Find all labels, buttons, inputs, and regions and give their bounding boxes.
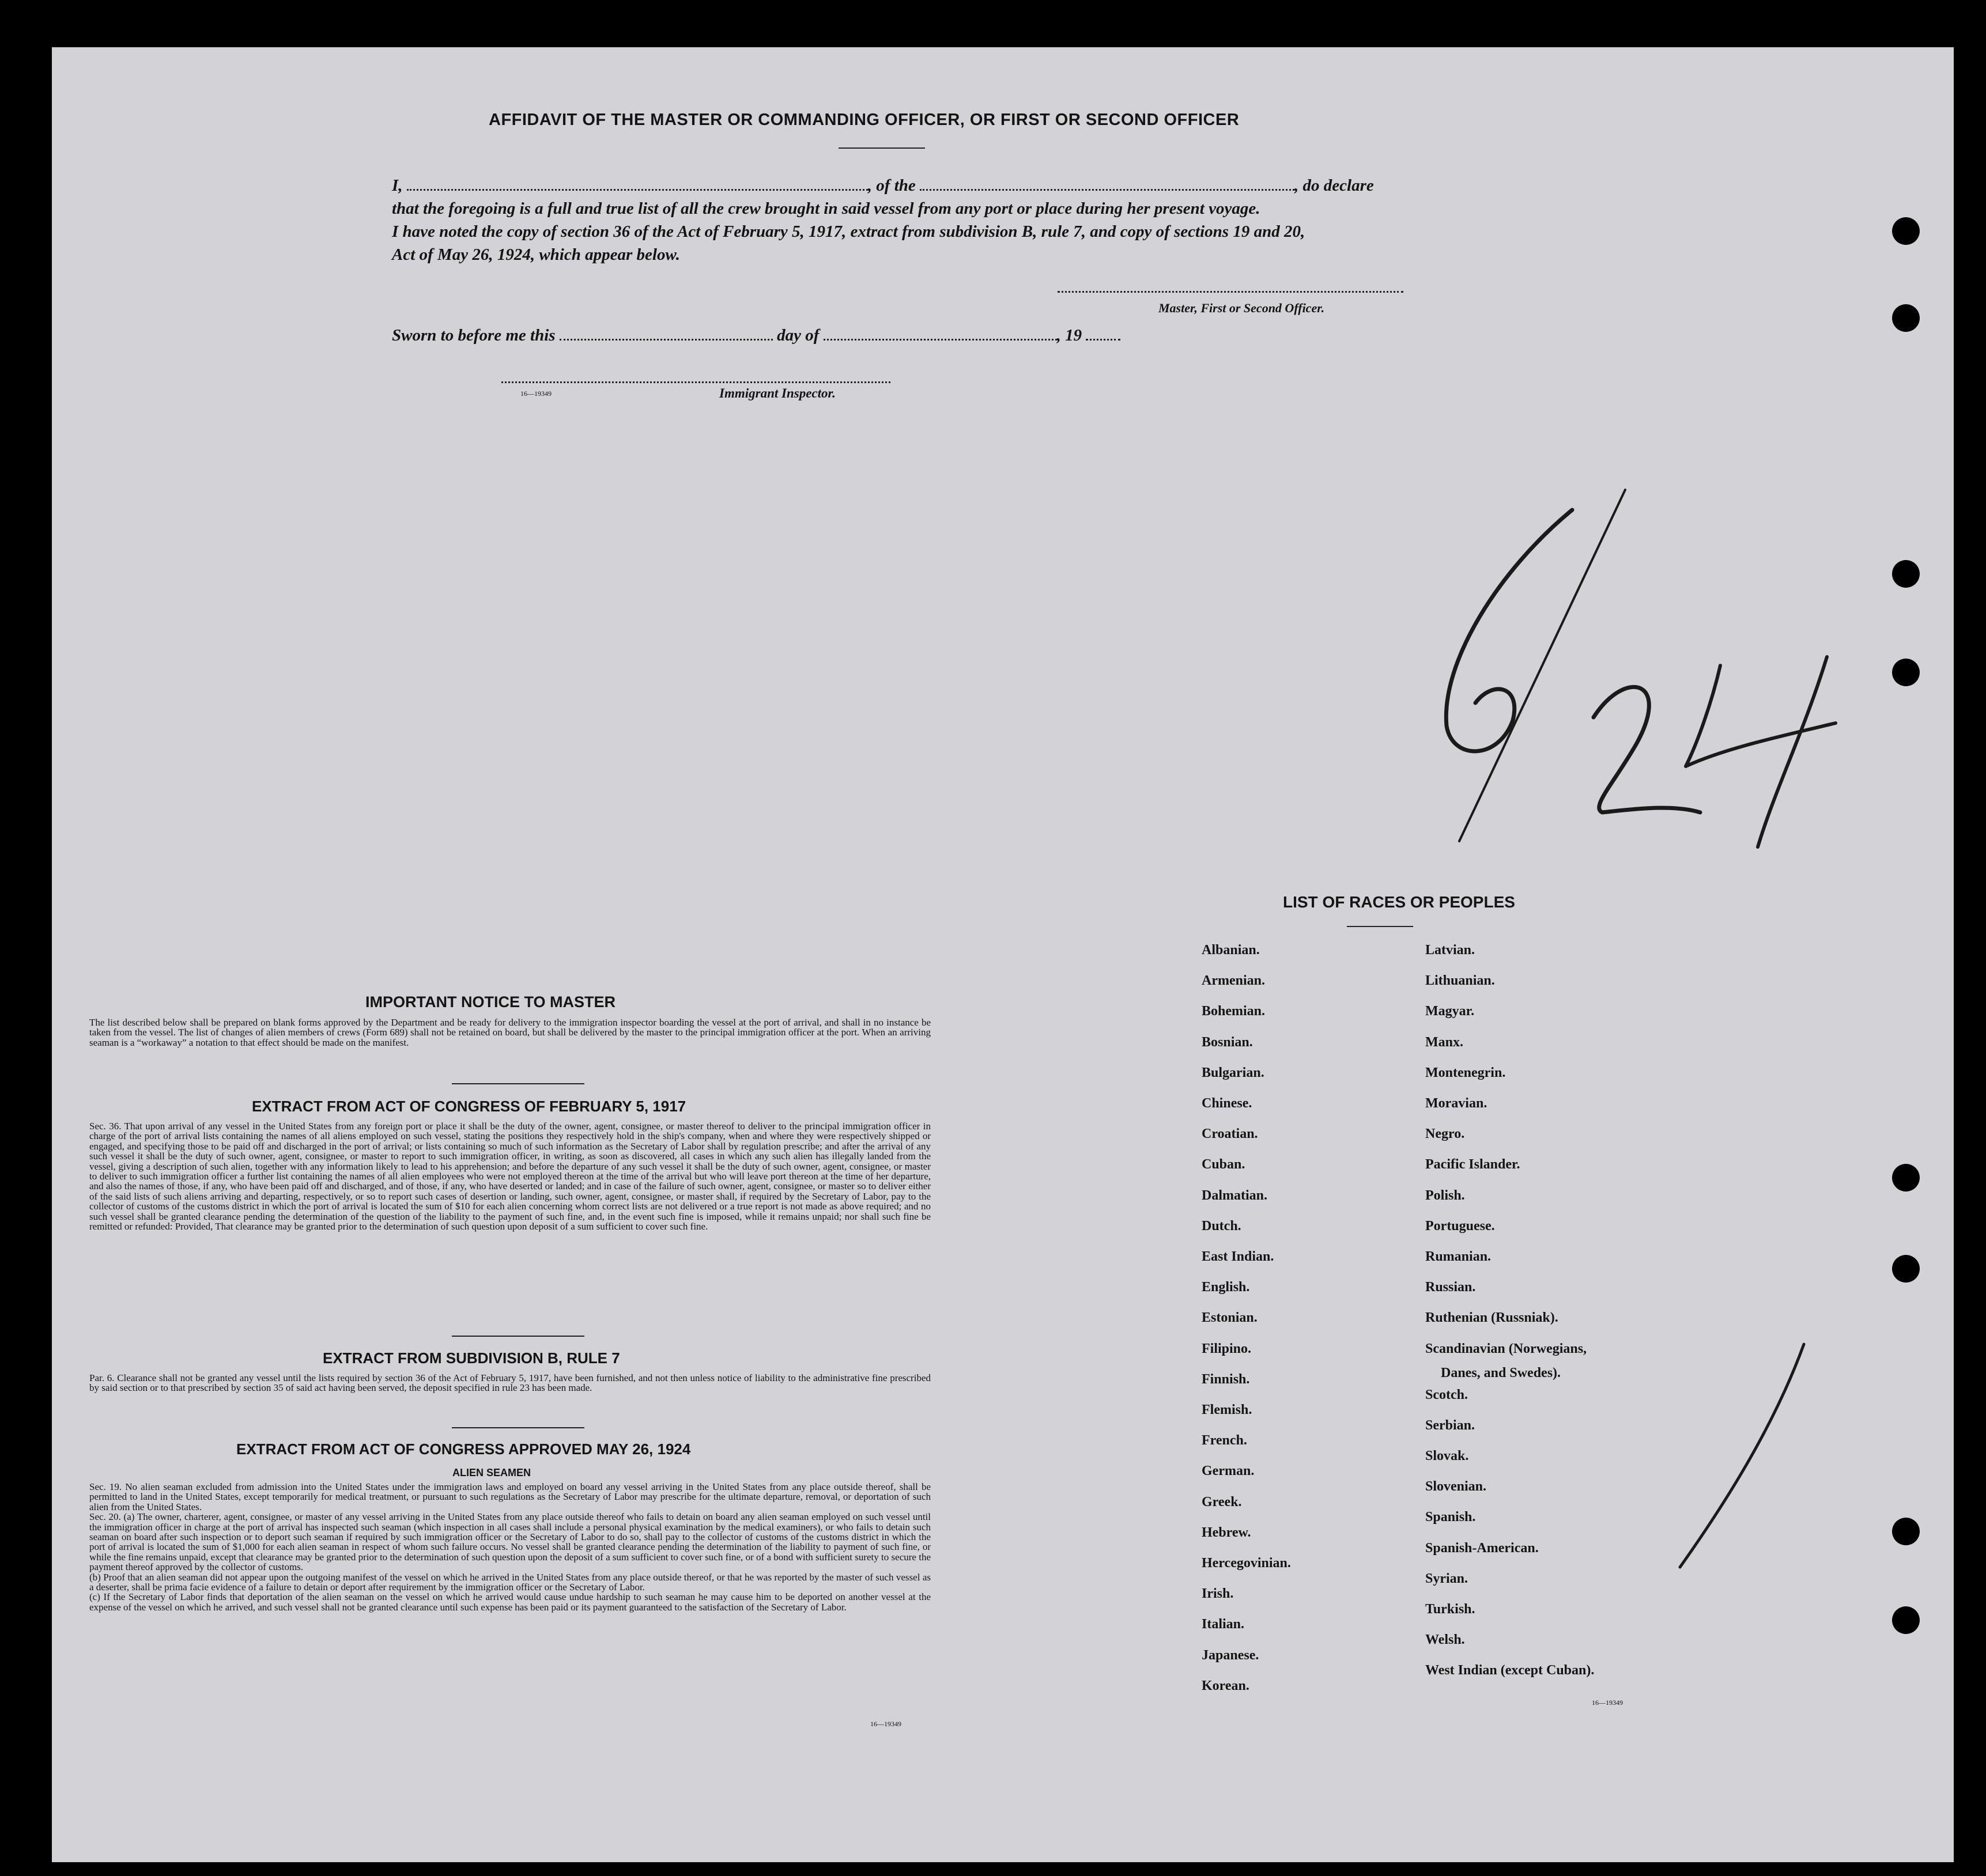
punch-hole [1892, 1255, 1920, 1283]
form-number: 16—19349 [520, 389, 552, 398]
punch-hole [1892, 560, 1920, 588]
race-item: Magyar. [1425, 1004, 1475, 1019]
form-number: 16—19349 [1592, 1699, 1623, 1707]
sec-20a: Sec. 20. (a) The owner, charterer, agent, consignee, or master of any vessel arriving in the United States from any place outside thereof who fails to detain on board any alien seaman employed on such vessel until the immigration officer in charge at the port of arrival has inspected such seaman (which inspection in all cases shall include a personal physical examination by the medical examiners), or who fails to detain such seaman on board after such inspection or to deport such seaman if required by such immigration officer or the Secretary of Labor to do so, shall pay to the collector of customs of the customs district in which the port of arrival is located the sum of $1,000 for each alien seaman in respect of whom such failure occurs. No vessel shall be granted clearance pending the determination of the liability to payment of such fine, or while the fine remains unpaid, except that clearance may be granted prior to the determination of such question upon the deposit of a sum sufficient to cover such fine, or of a bond with sufficient surety to secure the payment thereof approved by the collector of customs. [89, 1511, 931, 1573]
declaration-line-2: that the foregoing is a full and true list of all the crew brought in said vessel from any port or place during her present voyage. [392, 199, 1260, 218]
race-item: Dutch. [1202, 1218, 1241, 1234]
race-item: Slovak. [1425, 1448, 1469, 1463]
race-item: Croatian. [1202, 1126, 1258, 1142]
punch-hole [1892, 1164, 1920, 1192]
punch-hole [1892, 1606, 1920, 1634]
handwritten-4-left [1686, 665, 1836, 766]
sec-19: Sec. 19. No alien seaman excluded from admission into the United States under the immigration laws and employed on board any vessel arriving in the United States from any place outside thereof, shall be permitted to land in the United States, except temporarily for medical treatment, or pursuant to such regulations as the Secretary of Labor may prescribe for the ultimate departure, removal, or deportation of such alien from the United States. [89, 1481, 931, 1512]
race-item: Syrian. [1425, 1571, 1468, 1586]
extract-1924-subtitle: ALIEN SEAMEN [452, 1467, 531, 1478]
race-item: Filipino. [1202, 1341, 1252, 1356]
race-item: Serbian. [1425, 1417, 1475, 1433]
sworn-text-a: Sworn to before me this [392, 326, 556, 345]
race-item: West Indian (except Cuban). [1425, 1663, 1595, 1678]
race-item: Portuguese. [1425, 1218, 1495, 1234]
form-number: 16—19349 [870, 1720, 901, 1728]
notice-text: The list described below shall be prepared on blank forms approved by the Department and be ready for delivery to the immigration inspector boarding the vessel at the port of arrival, and shall in no instance be taken from the vessel. The list of changes of alien members of crews (Form 689) shall not be retained on board, but shall be delivered by the master to the principal immigration officer at the port. When an arriving seaman is a “workaway” a notation to that effect should be made on the manifest. [89, 1017, 931, 1048]
race-item: Hebrew. [1202, 1525, 1251, 1540]
race-item: Italian. [1202, 1617, 1245, 1632]
race-item: Scandinavian (Norwegians, [1425, 1341, 1587, 1356]
race-item: Dalmatian. [1202, 1187, 1267, 1203]
race-item: Bosnian. [1202, 1034, 1253, 1050]
inspector-label: Immigrant Inspector. [719, 386, 836, 400]
race-item: Rumanian. [1425, 1249, 1492, 1264]
race-item: Cuban. [1202, 1157, 1245, 1172]
race-item: Finnish. [1202, 1371, 1250, 1387]
race-item: Flemish. [1202, 1402, 1252, 1417]
sec-20c: (c) If the Secretary of Labor finds that deportation of the alien seaman on the vessel on which he arrived would cause undue hardship to such seaman he may cause him to be deported on another vessel at the expense of the vessel on which he arrived, and such vessel shall not be granted clearance until such expense has been paid or its payment guaranteed to the satisfaction of the Secretary of Labor. [89, 1591, 931, 1613]
declaration-i: I, [392, 176, 403, 195]
handwritten-4-right [1758, 657, 1827, 847]
extract-1917-title: EXTRACT FROM ACT OF CONGRESS OF FEBRUARY 5, 1917 [252, 1098, 686, 1115]
race-item: Armenian. [1202, 973, 1265, 989]
extract-1917-text: Sec. 36. That upon arrival of any vessel in the United States from any foreign port or place it shall be the duty of the owner, agent, consignee, or master thereof to deliver to the principal immigration officer in charge of the port of arrival lists containing the names of all aliens employed on such vessel, stating the positions they respectively hold in the ship's company, when and where they were respectively shipped or engaged, and specifying those to be paid off and discharged in the port of arrival; or lists containing so much of such information as the Secretary of Labor shall by regulation prescribe; and after the arrival of any such vessel it shall be the duty of such owner, agent, consignee, or master to report to such immigration officer, in writing, as soon as discovered, all cases in which any such alien has illegally landed from the vessel, giving a description of such alien, together with any information likely to lead to his apprehension; and before the departure of any such vessel it shall be the duty of such owner, agent, consignee, or master to deliver to such immigration officer a further list containing the names of all alien employees who were not employed thereon at the time of the arrival but who will leave port thereon at the time of her departure, and also the names of those, if any, who have been paid off and discharged, and of those, if any, who have deserted or landed; and in case of the failure of such owner, agent, consignee, or master so to deliver either of the said lists of such aliens arriving and departing, respectively, or so to report such cases of desertion or landing, such owner, agent, consignee, or master shall, if required by the Secretary of Labor, pay to the collector of customs of the customs district in which the port of arrival is located the sum of $10 for each alien concerning whom correct lists are not delivered or a true report is not made as above required; and no such vessel shall be granted clearance pending the determination of the question of the liability to the payment of such fine, and, in the event such fine is imposed, while it remains unpaid; nor shall such fine be remitted or refunded: Provided, That clearance may be granted prior to the determination of such question upon deposit of a sum sufficient to cover such fine. [89, 1121, 931, 1232]
race-item: Greek. [1202, 1494, 1242, 1510]
rule7-title: EXTRACT FROM SUBDIVISION B, RULE 7 [323, 1349, 620, 1367]
declaration-line-4: Act of May 26, 1924, which appear below. [392, 245, 680, 264]
race-item: Moravian. [1425, 1096, 1487, 1111]
race-item: Irish. [1202, 1586, 1234, 1602]
race-item: Albanian. [1202, 943, 1260, 958]
signature-label: Master, First or Second Officer. [1158, 301, 1325, 315]
races-title: LIST OF RACES OR PEOPLES [1283, 893, 1515, 911]
race-item: German. [1202, 1463, 1255, 1479]
notice-title: IMPORTANT NOTICE TO MASTER [365, 993, 616, 1011]
sec-20b: (b) Proof that an alien seaman did not appear upon the outgoing manifest of the vessel on which he arrived in the United States from any place outside thereof, or that he was reported by the master of such vessel as a deserter, shall be prima facie evidence of a failure to detain or deport after requirement by the immigration officer or the Secretary of Labor. [89, 1571, 931, 1593]
race-item: Korean. [1202, 1678, 1249, 1693]
race-item: Manx. [1425, 1034, 1463, 1050]
punch-hole [1892, 304, 1920, 332]
punch-hole [1892, 1518, 1920, 1545]
race-item: Lithuanian. [1425, 973, 1495, 989]
punch-hole [1892, 217, 1920, 245]
declaration-of: , of the [867, 176, 916, 195]
race-item: English. [1202, 1280, 1250, 1295]
race-item: Bohemian. [1202, 1004, 1266, 1019]
race-item: Japanese. [1202, 1647, 1259, 1663]
sworn-text-c: , 19 [1056, 326, 1082, 345]
handwritten-6 [1446, 510, 1572, 751]
race-item: Spanish-American. [1425, 1540, 1539, 1556]
race-item: Latvian. [1425, 943, 1475, 958]
race-item: East Indian. [1202, 1249, 1274, 1264]
affidavit-title: AFFIDAVIT OF THE MASTER OR COMMANDING OFFICER, OR FIRST OR SECOND OFFICER [489, 111, 1240, 129]
race-item: Estonian. [1202, 1310, 1258, 1326]
race-item: Spanish. [1425, 1510, 1476, 1525]
punch-hole [1892, 659, 1920, 686]
race-item: Ruthenian (Russniak). [1425, 1310, 1558, 1326]
race-item: Montenegrin. [1425, 1065, 1506, 1080]
race-item: Pacific Islander. [1425, 1157, 1520, 1172]
race-item: Turkish. [1425, 1602, 1475, 1617]
race-item: Welsh. [1425, 1632, 1465, 1648]
handwritten-1 [1680, 1344, 1804, 1567]
race-item: Hercegovinian. [1202, 1556, 1291, 1571]
race-continuation: Danes, and Swedes). [1441, 1366, 1561, 1380]
race-item: Scotch. [1425, 1387, 1468, 1402]
race-item: Russian. [1425, 1280, 1476, 1295]
race-item: Bulgarian. [1202, 1065, 1264, 1080]
race-item: Slovenian. [1425, 1479, 1487, 1495]
race-item: Polish. [1425, 1187, 1465, 1203]
race-item: Negro. [1425, 1126, 1465, 1142]
race-item: French. [1202, 1433, 1247, 1448]
declaration-declare: , do declare [1294, 176, 1374, 195]
rule7-text: Par. 6. Clearance shall not be granted any vessel until the lists required by section 36 of the Act of February 5, 1917, have been furnished, and not then unless notice of liability to the administrative fine prescribed by said section or to that prescribed by section 35 of said act having been served, the deposit specified in rule 23 has been made. [89, 1372, 931, 1394]
extract-1924-title: EXTRACT FROM ACT OF CONGRESS APPROVED MAY 26, 1924 [236, 1440, 691, 1458]
declaration-line-3: I have noted the copy of section 36 of the Act of February 5, 1917, extract from subdivision B, rule 7, and copy of sections 19 and 20, [392, 222, 1305, 241]
handwritten-slash [1459, 490, 1625, 841]
sworn-text-b: day of [777, 326, 820, 345]
handwritten-2 [1594, 687, 1700, 812]
race-item: Chinese. [1202, 1096, 1252, 1111]
